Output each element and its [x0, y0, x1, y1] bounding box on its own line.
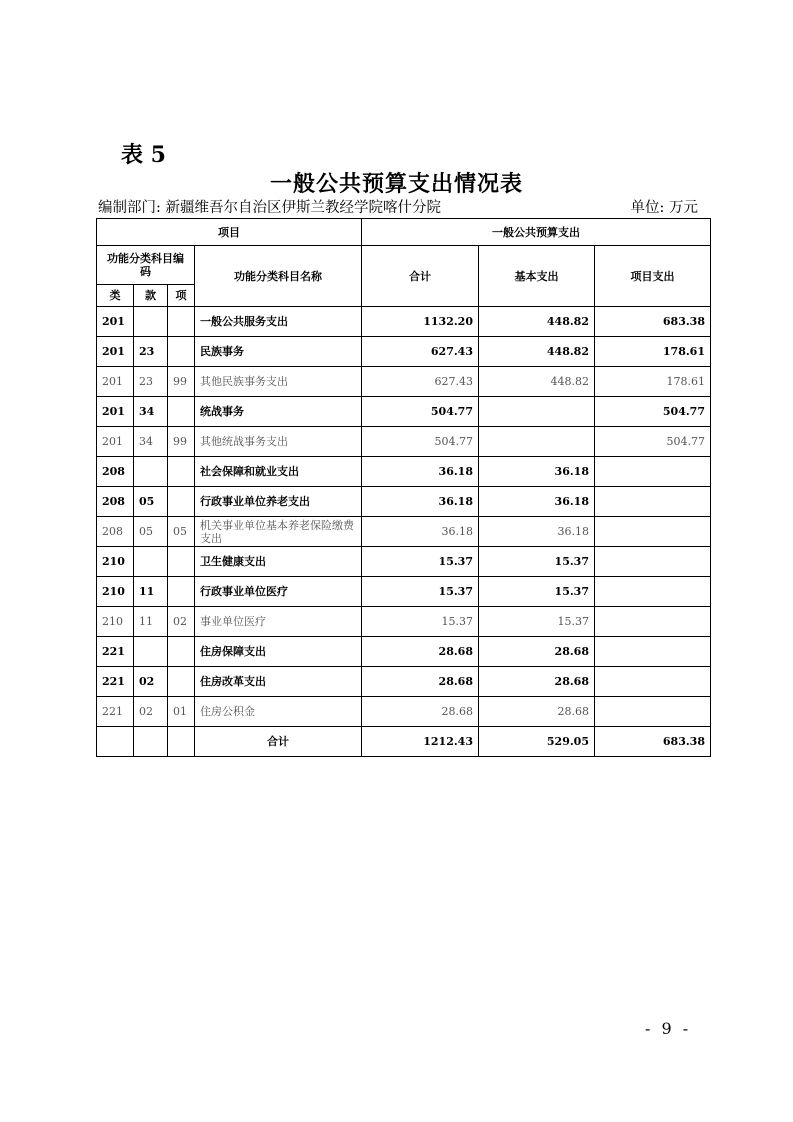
- cell-total: 15.37: [362, 547, 479, 577]
- cell-item-name: 行政事业单位医疗: [195, 577, 362, 607]
- cell-xiang: [168, 637, 195, 667]
- header-name: 功能分类科目名称: [195, 246, 362, 307]
- cell-lei: 201: [97, 307, 134, 337]
- cell-lei: 201: [97, 427, 134, 457]
- cell-item-name: 行政事业单位养老支出: [195, 487, 362, 517]
- cell-project: [595, 457, 711, 487]
- cell-total: 28.68: [362, 667, 479, 697]
- cell-item-name: 其他统战事务支出: [195, 427, 362, 457]
- cell-lei: 208: [97, 457, 134, 487]
- table-row: [97, 547, 711, 577]
- table-row: [97, 337, 711, 367]
- total-basic: 529.05: [479, 727, 595, 757]
- cell-kuan: 02: [134, 697, 168, 727]
- cell-xiang: [168, 397, 195, 427]
- cell-lei: 221: [97, 697, 134, 727]
- cell-total: 28.68: [362, 697, 479, 727]
- cell-total: 1132.20: [362, 307, 479, 337]
- header-project: 项目: [97, 219, 362, 246]
- cell-xiang: [168, 577, 195, 607]
- header-total: 合计: [362, 246, 479, 307]
- header-budget: 一般公共预算支出: [362, 219, 711, 246]
- cell-project: 504.77: [595, 427, 711, 457]
- cell-project: 178.61: [595, 337, 711, 367]
- cell-total: 627.43: [362, 367, 479, 397]
- table-row: [97, 577, 711, 607]
- cell-basic: 15.37: [479, 577, 595, 607]
- cell-xiang: 05: [168, 517, 195, 547]
- header-code-group: 功能分类科目编码: [97, 246, 195, 285]
- cell-kuan: 05: [134, 517, 168, 547]
- cell-project: 504.77: [595, 397, 711, 427]
- table-row: [97, 427, 711, 457]
- cell-xiang: 01: [168, 697, 195, 727]
- cell-project: [595, 547, 711, 577]
- cell-xiang: [168, 337, 195, 367]
- cell-item-name: 卫生健康支出: [195, 547, 362, 577]
- table-row: [97, 667, 711, 697]
- cell-xiang: [168, 307, 195, 337]
- cell-total: 36.18: [362, 457, 479, 487]
- header-basic: 基本支出: [479, 246, 595, 307]
- cell-kuan: 11: [134, 577, 168, 607]
- cell-lei: 208: [97, 517, 134, 547]
- header-project-expense: 项目支出: [595, 246, 711, 307]
- cell-lei: 201: [97, 367, 134, 397]
- table-row: [97, 397, 711, 427]
- cell-xiang: 99: [168, 427, 195, 457]
- table-row: [97, 697, 711, 727]
- header-lei: 类: [97, 285, 134, 307]
- cell-kuan: [134, 307, 168, 337]
- cell-kuan: 11: [134, 607, 168, 637]
- cell-lei: 221: [97, 637, 134, 667]
- total-row: [97, 727, 711, 757]
- cell-total: 36.18: [362, 487, 479, 517]
- cell-kuan: 23: [134, 367, 168, 397]
- cell-item-name: 住房改革支出: [195, 667, 362, 697]
- cell-project: [595, 607, 711, 637]
- cell-basic: [479, 427, 595, 457]
- cell-kuan: 34: [134, 427, 168, 457]
- table-row: [97, 637, 711, 667]
- cell-lei: 210: [97, 547, 134, 577]
- cell-kuan: 05: [134, 487, 168, 517]
- cell-kuan: [134, 547, 168, 577]
- cell-total: 15.37: [362, 577, 479, 607]
- cell-total: 504.77: [362, 397, 479, 427]
- cell-basic: 15.37: [479, 547, 595, 577]
- header-row-2: [97, 246, 711, 285]
- cell-total: 504.77: [362, 427, 479, 457]
- table-row: [97, 487, 711, 517]
- cell-lei: 221: [97, 667, 134, 697]
- cell-lei: 201: [97, 337, 134, 367]
- cell-project: [595, 517, 711, 547]
- cell-item-name: 统战事务: [195, 397, 362, 427]
- cell-item-name: 事业单位医疗: [195, 607, 362, 637]
- cell-empty: [168, 727, 195, 757]
- header-row-1: [97, 219, 711, 246]
- cell-basic: 448.82: [479, 307, 595, 337]
- cell-project: [595, 637, 711, 667]
- cell-basic: 448.82: [479, 367, 595, 397]
- table-row: [97, 307, 711, 337]
- total-total: 1212.43: [362, 727, 479, 757]
- cell-xiang: [168, 487, 195, 517]
- table-row: [97, 367, 711, 397]
- cell-project: [595, 487, 711, 517]
- cell-basic: 36.18: [479, 517, 595, 547]
- cell-basic: 448.82: [479, 337, 595, 367]
- cell-item-name: 一般公共服务支出: [195, 307, 362, 337]
- table-row: [97, 607, 711, 637]
- total-project: 683.38: [595, 727, 711, 757]
- cell-basic: 36.18: [479, 487, 595, 517]
- cell-xiang: [168, 667, 195, 697]
- cell-lei: 210: [97, 577, 134, 607]
- cell-item-name: 住房公积金: [195, 697, 362, 727]
- cell-xiang: [168, 457, 195, 487]
- department-label: 编制部门: 新疆维吾尔自治区伊斯兰教经学院喀什分院: [98, 200, 441, 216]
- cell-project: 178.61: [595, 367, 711, 397]
- cell-project: [595, 667, 711, 697]
- cell-total: 15.37: [362, 607, 479, 637]
- cell-basic: 28.68: [479, 697, 595, 727]
- cell-item-name: 机关事业单位基本养老保险缴费支出: [195, 517, 362, 547]
- cell-lei: 208: [97, 487, 134, 517]
- cell-total: 36.18: [362, 517, 479, 547]
- cell-item-name: 其他民族事务支出: [195, 367, 362, 397]
- cell-item-name: 民族事务: [195, 337, 362, 367]
- cell-total: 627.43: [362, 337, 479, 367]
- budget-table: [96, 218, 711, 757]
- cell-kuan: [134, 457, 168, 487]
- cell-item-name: 住房保障支出: [195, 637, 362, 667]
- cell-kuan: 02: [134, 667, 168, 697]
- cell-xiang: 99: [168, 367, 195, 397]
- cell-basic: [479, 397, 595, 427]
- unit-label: 单位: 万元: [630, 200, 698, 216]
- cell-lei: 210: [97, 607, 134, 637]
- cell-empty: [134, 727, 168, 757]
- cell-item-name: 社会保障和就业支出: [195, 457, 362, 487]
- cell-project: [595, 697, 711, 727]
- cell-basic: 28.68: [479, 637, 595, 667]
- cell-kuan: 34: [134, 397, 168, 427]
- cell-basic: 28.68: [479, 667, 595, 697]
- cell-basic: 36.18: [479, 457, 595, 487]
- table-label: 表 5: [121, 142, 166, 168]
- cell-project: [595, 577, 711, 607]
- cell-lei: 201: [97, 397, 134, 427]
- cell-total: 28.68: [362, 637, 479, 667]
- header-xiang: 项: [168, 285, 195, 307]
- cell-basic: 15.37: [479, 607, 595, 637]
- cell-project: 683.38: [595, 307, 711, 337]
- cell-xiang: [168, 547, 195, 577]
- meta-row: [96, 198, 710, 218]
- table-row: [97, 517, 711, 547]
- page-title: 一般公共预算支出情况表: [269, 171, 523, 197]
- cell-kuan: [134, 637, 168, 667]
- total-label: 合计: [195, 727, 362, 757]
- cell-kuan: 23: [134, 337, 168, 367]
- cell-empty: [97, 727, 134, 757]
- page-number: - 9 -: [645, 1019, 692, 1038]
- cell-xiang: 02: [168, 607, 195, 637]
- table-row: [97, 457, 711, 487]
- header-kuan: 款: [134, 285, 168, 307]
